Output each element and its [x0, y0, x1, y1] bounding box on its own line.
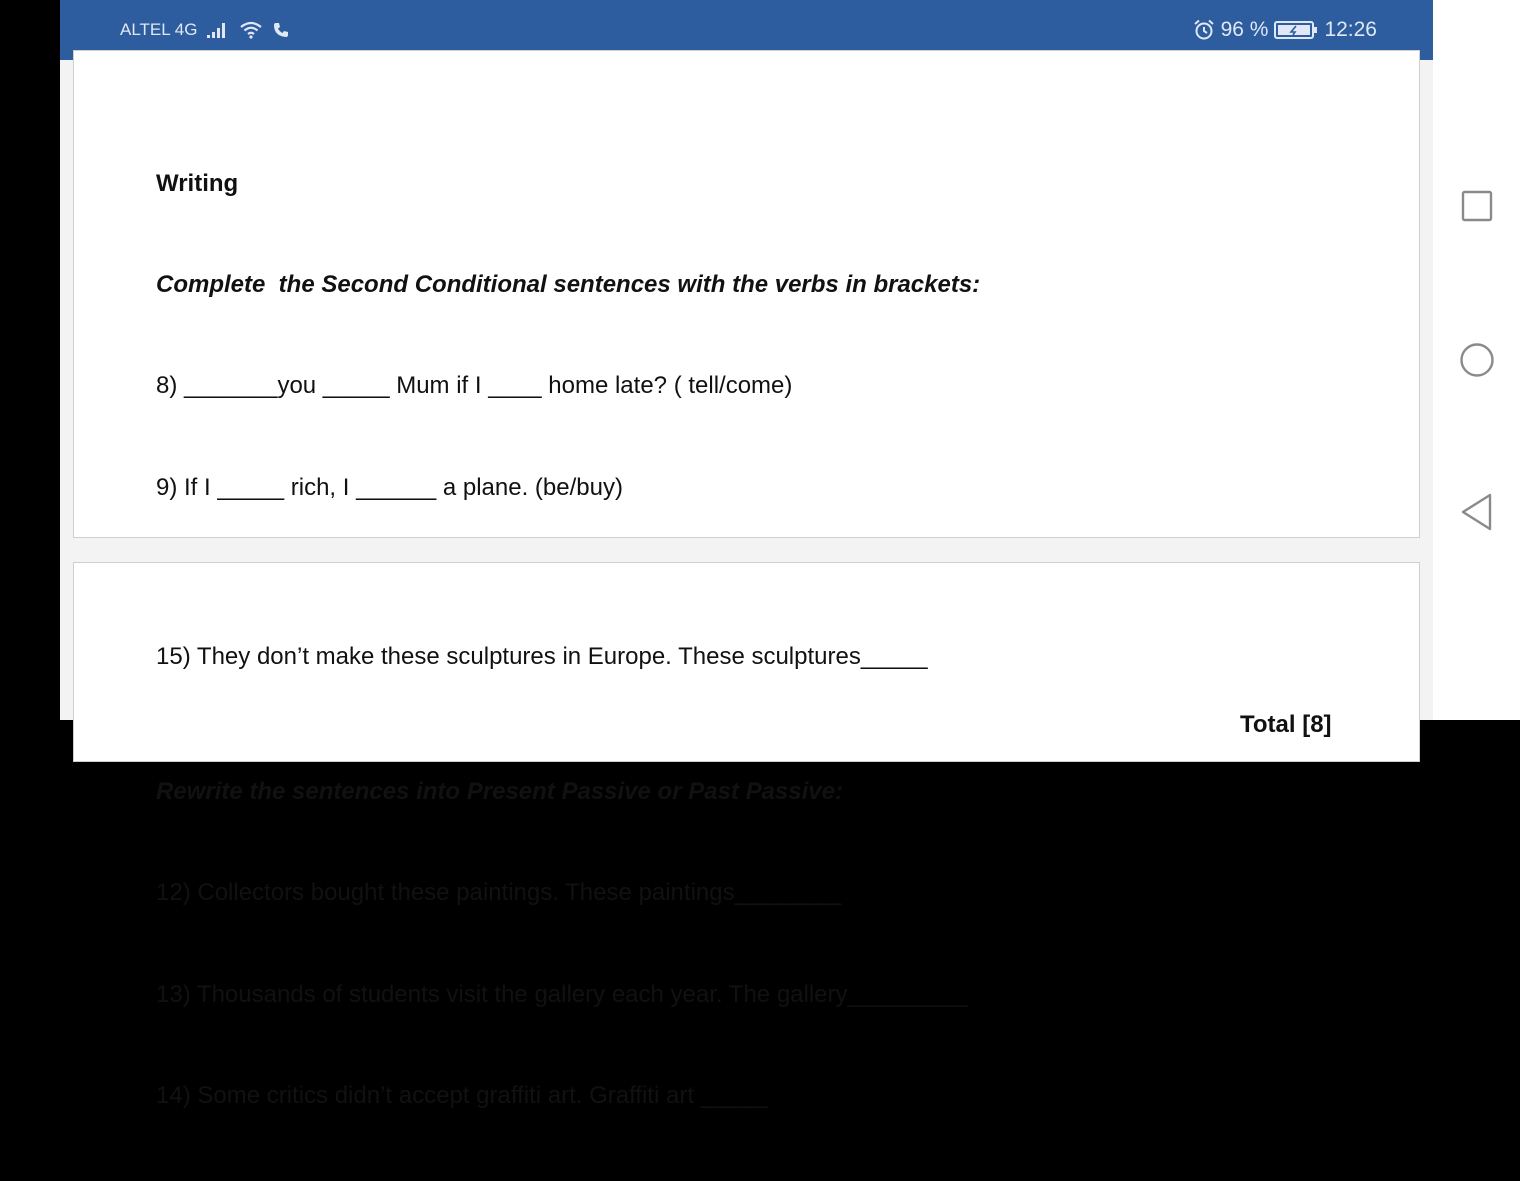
second-conditional-instruction: Complete the Second Conditional sentences with the verbs in brackets: — [156, 270, 981, 298]
battery-percent: 96 % — [1220, 18, 1269, 41]
writing-heading: Writing — [156, 169, 239, 197]
recent-apps-square-icon[interactable] — [1459, 188, 1495, 224]
exercise-item-13: 13) Thousands of students visit the gallery each year. The gallery_________ — [156, 980, 968, 1008]
carrier-label: ALTEL 4G — [120, 20, 198, 39]
back-triangle-icon[interactable] — [1459, 494, 1495, 530]
exercise-item-15: 15) They don’t make these sculptures in Europe. These sculptures_____ — [156, 643, 928, 670]
battery-icon — [1274, 20, 1318, 40]
passive-instruction: Rewrite the sentences into Present Passive or Past Passive: — [156, 777, 843, 805]
left-black-margin — [0, 0, 60, 720]
total-score: Total [8] — [1240, 711, 1332, 738]
android-navigation-bar — [1433, 0, 1520, 720]
signal-bars-icon — [207, 22, 229, 38]
exercise-item-9: 9) If I _____ rich, I ______ a plane. (be/buy) — [156, 473, 623, 501]
document-viewer[interactable] — [60, 60, 1433, 1110]
status-right — [1193, 18, 1377, 42]
status-left — [120, 20, 289, 40]
alarm-icon — [1193, 19, 1215, 41]
exercise-item-14: 14) Some critics didn’t accept graffiti art. Graffiti art _____ — [156, 1082, 768, 1110]
home-circle-icon[interactable] — [1459, 342, 1495, 378]
clock-time: 12:26 — [1324, 18, 1377, 41]
wifi-icon — [239, 21, 263, 39]
document-page — [73, 562, 1420, 762]
phone-call-icon — [273, 22, 289, 38]
exercise-item-12: 12) Collectors bought these paintings. These paintings________ — [156, 879, 842, 907]
exercise-item-8: 8) _______you _____ Mum if I ____ home late? ( tell/come) — [156, 372, 793, 400]
